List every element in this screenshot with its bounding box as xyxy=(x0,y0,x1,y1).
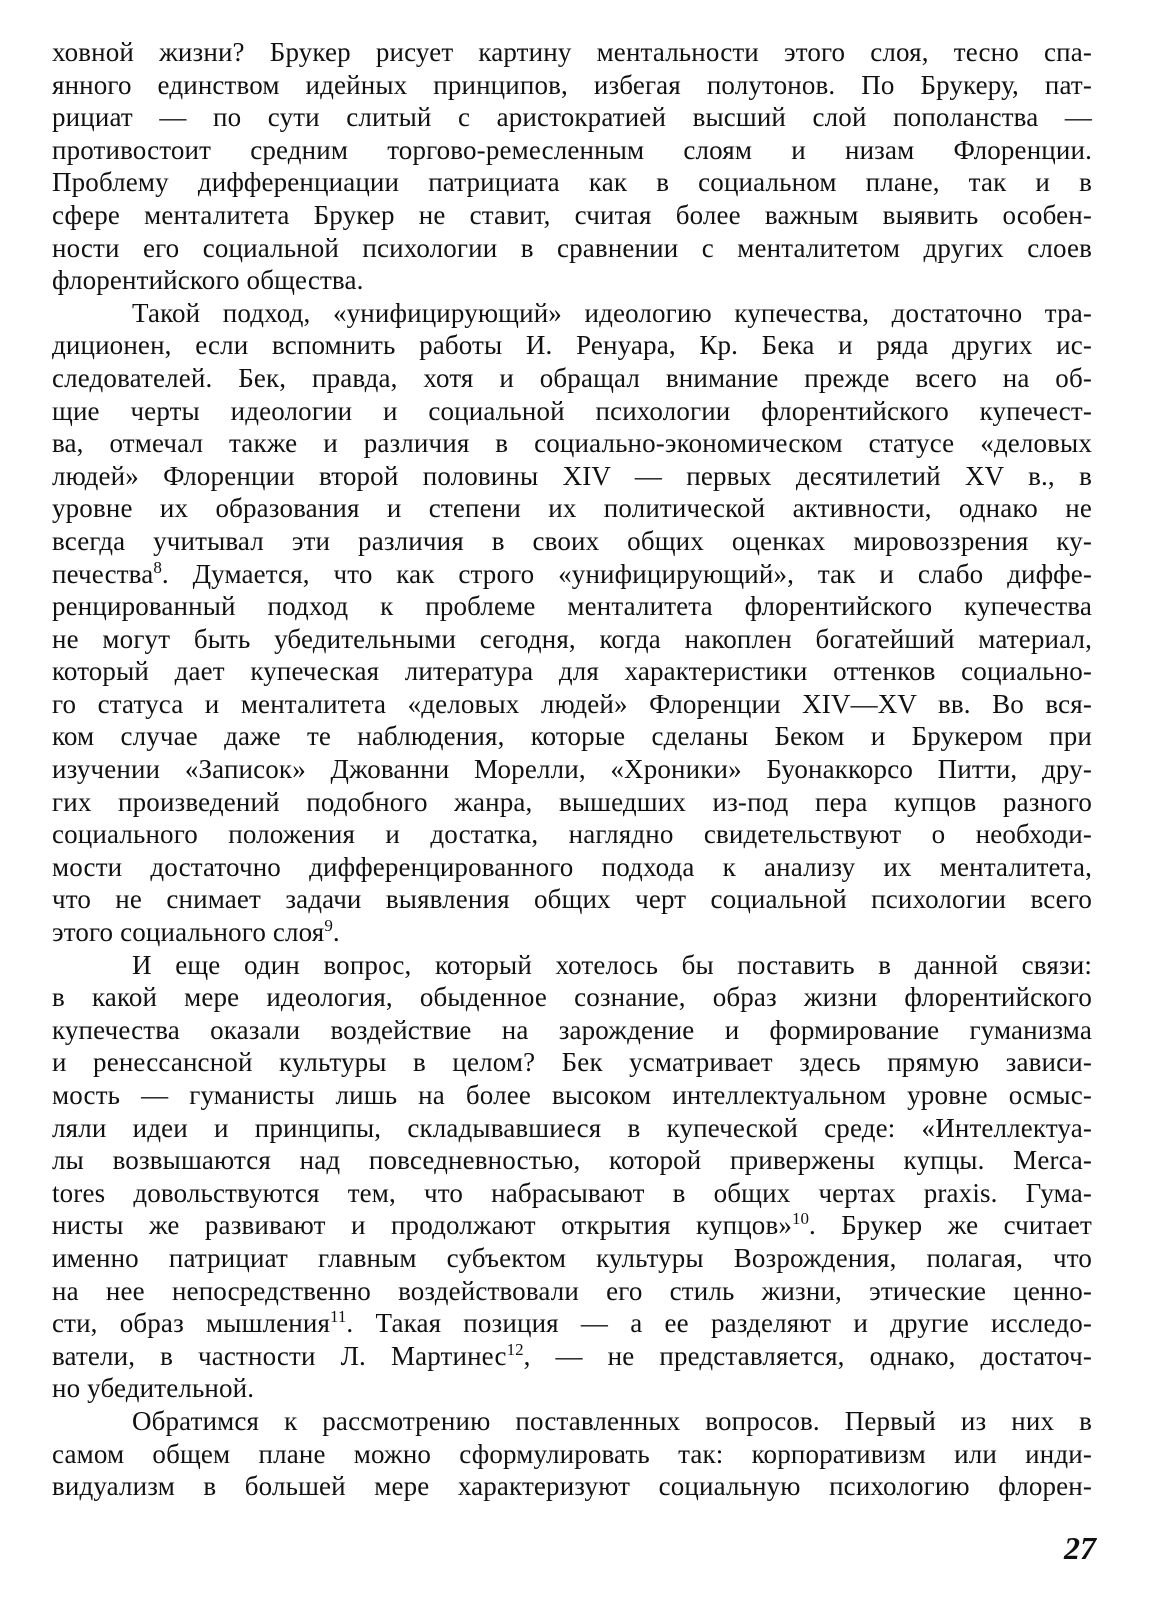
text-line: в какой мере идеология, обыденное сознание, образ жизни флорентийского xyxy=(52,982,1092,1013)
text-line: ва, отмечал также и различия в социально-экономическом статусе «деловых xyxy=(52,428,1092,459)
text-line: купечества оказали воздействие на зарождение и формирование гуманизма xyxy=(52,1014,1092,1045)
text-line: всегда учитывал эти различия в своих общих оценках мировоззрения ку- xyxy=(52,525,1092,556)
page-number: 27 xyxy=(1064,1530,1096,1566)
text-line: что не снимает задачи выявления общих черт социальной психологии всего xyxy=(52,884,1092,915)
text-line: уровне их образования и степени их политической активности, однако не xyxy=(52,493,1092,524)
footnote-marker: 8 xyxy=(153,557,162,577)
text-line: который дает купеческая литература для характеристики оттенков социально- xyxy=(52,656,1092,687)
text-line: диционен, если вспомнить работы И. Ренуара, Кр. Бека и ряда других ис- xyxy=(52,330,1092,361)
footnote-marker: 12 xyxy=(506,1339,524,1359)
text-line: янного единством идейных принципов, избегая полутонов. По Брукеру, пат- xyxy=(52,69,1092,100)
text-line: видуализм в большей мере характеризуют социальную психологию флорен- xyxy=(52,1471,1092,1502)
footnote-marker: 11 xyxy=(330,1307,347,1327)
page-body xyxy=(52,36,1092,1503)
text-line: сфере менталитета Брукер не ставит, считая более важным выявить особен- xyxy=(52,199,1092,230)
text-line: на нее непосредственно воздействовали его стиль жизни, этические ценно- xyxy=(52,1275,1092,1306)
text-line: следователей. Бек, правда, хотя и обращал внимание прежде всего на об- xyxy=(52,362,1092,393)
text-line: социального положения и достатка, наглядно свидетельствуют о необходи- xyxy=(52,819,1092,850)
paragraph xyxy=(52,1405,1092,1503)
text-line: противостоит средним торгово-ремесленным слоям и низам Флоренции. xyxy=(52,134,1092,165)
text-line: флорентийского общества. xyxy=(52,265,364,296)
text-line: И еще один вопрос, который хотелось бы поставить в данной связи: xyxy=(132,949,1092,980)
text-line: Обратимся к рассмотрению поставленных вопросов. Первый из них в xyxy=(132,1405,1092,1436)
text-line: этого социального слоя$^9$. xyxy=(52,916,340,948)
text-line: людей» Флоренции второй половины XIV — первых десятилетий XV в., в xyxy=(52,460,1092,491)
text-line: не могут быть убедительными сегодня, когда накоплен богатейший материал, xyxy=(52,623,1092,654)
text-line: ватели, в частности Л. Мартинес$^{12}$, — не представляется, однако, достаточ- xyxy=(52,1339,1092,1371)
text-line: рициат — по сути слитый с аристократией высший слой пополанства — xyxy=(52,102,1092,133)
text-line: ренцированный подход к проблеме менталитета флорентийского купечества xyxy=(52,591,1092,622)
footnote-marker: 9 xyxy=(324,916,333,936)
paragraph xyxy=(52,949,1092,1405)
text-line: ляли идеи и принципы, складывавшиеся в купеческой среде: «Интеллектуа- xyxy=(52,1112,1092,1143)
paragraph xyxy=(52,297,1092,949)
text-line: печества$^8$. Думается, что как строго «унифицирующий», так и слабо диффе- xyxy=(52,557,1092,589)
text-line: ховной жизни? Брукер рисует картину ментальности этого слоя, тесно спа- xyxy=(52,37,1092,67)
text-line: именно патрициат главным субъектом культуры Возрождения, полагая, что xyxy=(52,1242,1092,1273)
text-line: изучении «Записок» Джованни Морелли, «Хроники» Буонаккорсо Питти, дру- xyxy=(52,754,1092,785)
text-line: Такой подход, «унифицирующий» идеологию купечества, достаточно тра- xyxy=(132,297,1092,328)
text-line: лы возвышаются над повседневностью, которой привержены купцы. Merca- xyxy=(52,1145,1092,1176)
text-line: мость — гуманисты лишь на более высоком интеллектуальном уровне осмыс- xyxy=(52,1080,1092,1110)
text-line: Проблему дифференциации патрициата как в социальном плане, так и в xyxy=(52,167,1092,198)
text-line: самом общем плане можно сформулировать так: корпоративизм или инди- xyxy=(52,1438,1092,1469)
text-line: гих произведений подобного жанра, вышедших из-под пера купцов разного xyxy=(52,786,1092,817)
paragraph xyxy=(52,36,1092,297)
text-line: нисты же развивают и продолжают открытия купцов»$^{10}$. Брукер же считает xyxy=(52,1209,1093,1241)
footnote-marker: 10 xyxy=(792,1209,809,1229)
text-line: и ренессансной культуры в целом? Бек усматривает здесь прямую зависи- xyxy=(52,1047,1092,1078)
text-line: го статуса и менталитета «деловых людей» Флоренции XIV—XV вв. Во вся- xyxy=(52,688,1092,719)
text-column xyxy=(52,36,1092,1503)
text-line: мости достаточно дифференцированного подхода к анализу их менталитета, xyxy=(52,851,1092,882)
text-line: ком случае даже те наблюдения, которые сделаны Беком и Брукером при xyxy=(52,721,1092,752)
text-line: щие черты идеологии и социальной психологии флорентийского купечест- xyxy=(52,395,1092,426)
text-line: но убедительной. xyxy=(52,1373,255,1404)
text-line: ности его социальной психологии в сравнении с менталитетом других слоев xyxy=(52,232,1092,263)
text-line: tores довольствуются тем, что набрасывают в общих чертах praxis. Гума- xyxy=(52,1177,1092,1208)
text-line: сти, образ мышления$^{11}$. Такая позиция — а ее разделяют и другие исследо- xyxy=(52,1307,1092,1339)
